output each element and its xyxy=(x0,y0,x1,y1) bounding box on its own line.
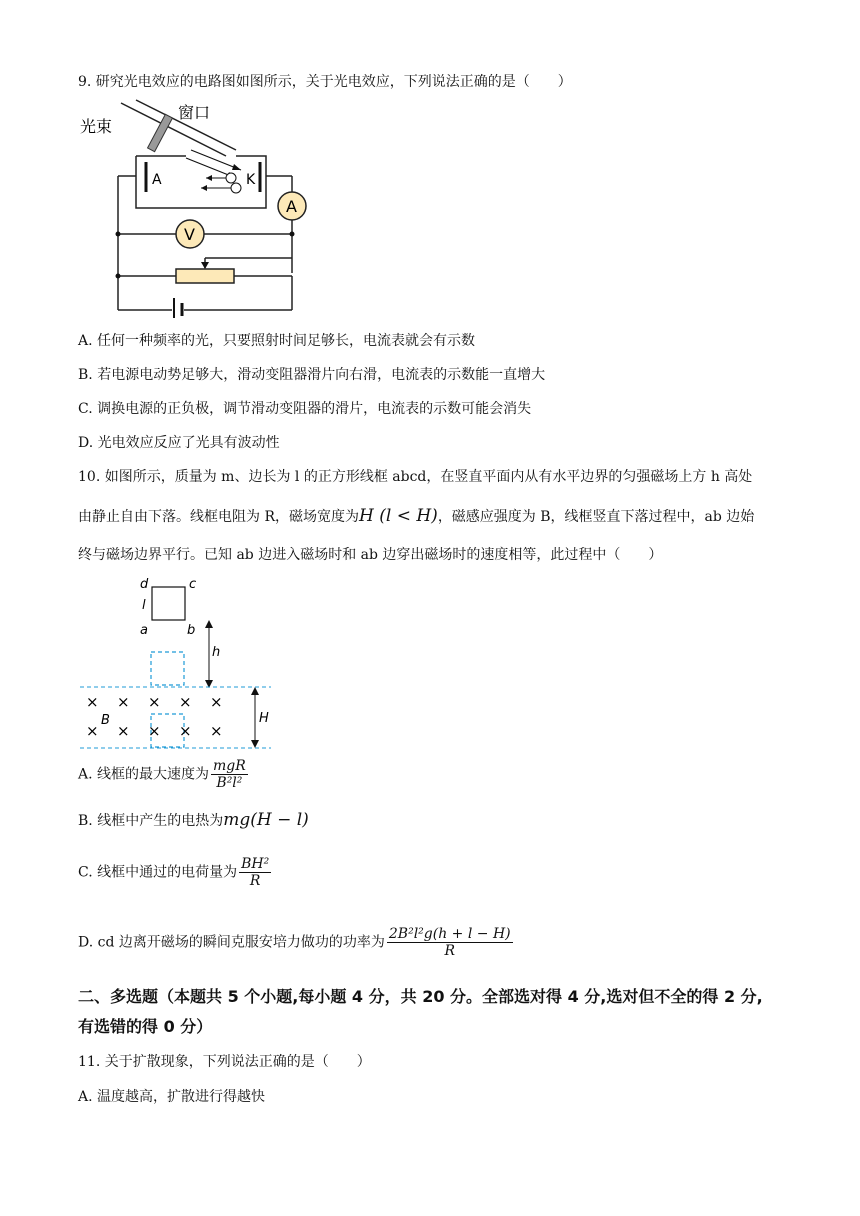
svg-text:V: V xyxy=(184,225,195,244)
q9-option-b: B. 若电源电动势足够大，滑动变阻器滑片向右滑，电流表的示数能一直增大 xyxy=(78,367,546,383)
svg-text:×: × xyxy=(210,722,223,740)
q10-option-a: A. 线框的最大速度为 $\frac{\text{mgR}}{\text{B²l²}}$ xyxy=(78,758,246,791)
q9-option-c: C. 调换电源的正负极，调节滑动变阻器的滑片，电流表的示数可能会消失 xyxy=(78,401,532,417)
rheostat-icon xyxy=(176,269,234,283)
q10-option-d: D. cd 边离开磁场的瞬间克服安培力做功的功率为 $\frac{\text{2B²l²g(h + l − H)}}{R}$ xyxy=(78,926,511,959)
svg-text:×: × xyxy=(86,693,99,711)
svg-text:d: d xyxy=(140,577,149,592)
q10-stem-line1: 10. 如图所示，质量为 m、边长为 l 的正方形线框 abcd，在竖直平面内从有水平边界的匀强磁场上方 h 高处 xyxy=(78,469,753,485)
svg-text:c: c xyxy=(189,577,197,592)
q10-stem-line3: 终与磁场边界平行。已知 ab 边进入磁场时和 ab 边穿出磁场时的速度相等，此过程中（ ） xyxy=(78,547,663,563)
q11-stem: 11. 关于扩散现象，下列说法正确的是（ ） xyxy=(78,1054,371,1070)
light-beam-label: 光束 xyxy=(80,117,113,136)
q11-option-a: A. 温度越高，扩散进行得越快 xyxy=(78,1089,266,1105)
q9-stem: 9. 研究光电效应的电路图如图所示，关于光电效应，下列说法正确的是（ ） xyxy=(78,74,572,90)
svg-text:×: × xyxy=(148,722,161,740)
svg-text:×: × xyxy=(86,722,99,740)
svg-text:b: b xyxy=(187,623,196,638)
q10-option-b: B. 线框中产生的电热为mg(H − l) xyxy=(78,810,309,830)
svg-text:×: × xyxy=(210,693,223,711)
cathode-label: K xyxy=(246,172,256,188)
svg-text:h: h xyxy=(212,645,221,660)
q10-stem-line2: 由静止自由下落。线框电阻为 R，磁场宽度为H (l < H)，磁感应强度为 B，线框竖直下落过程中，ab 边始 xyxy=(78,506,755,526)
fraction: $\frac{\text{2B²l²g(h + l − H)}}{R}$ xyxy=(388,926,511,959)
photoelectric-circuit-figure xyxy=(76,98,316,318)
window-label: 窗口 xyxy=(178,103,211,122)
anode-label: A xyxy=(152,172,162,188)
svg-text:A: A xyxy=(286,197,297,216)
svg-text:×: × xyxy=(117,722,130,740)
section-heading-line1: 二、多选题（本题共 5 个小题,每小题 4 分，共 20 分。全部选对得 4 分,选对但不全的得 2 分, xyxy=(78,987,763,1006)
svg-text:×: × xyxy=(117,693,130,711)
svg-text:H: H xyxy=(259,711,269,726)
svg-text:a: a xyxy=(140,623,148,638)
q9-option-d: D. 光电效应反应了光具有波动性 xyxy=(78,435,280,451)
q10-option-c: C. 线框中通过的电荷量为 $\frac{\text{BH²}}{R}$ xyxy=(78,856,270,889)
q9-option-a: A. 任何一种频率的光，只要照射时间足够长，电流表就会有示数 xyxy=(78,333,476,349)
svg-text:l: l xyxy=(142,598,146,613)
svg-text:B: B xyxy=(101,713,110,728)
svg-text:×: × xyxy=(148,693,161,711)
section-heading-line2: 有选错的得 0 分） xyxy=(78,1017,213,1036)
magnetic-field-figure xyxy=(76,572,286,754)
svg-text:×: × xyxy=(179,722,192,740)
fraction: $\frac{\text{mgR}}{\text{B²l²}}$ xyxy=(213,758,246,791)
square-loop xyxy=(152,587,185,620)
fraction: $\frac{\text{BH²}}{R}$ xyxy=(241,856,270,889)
svg-text:×: × xyxy=(179,693,192,711)
